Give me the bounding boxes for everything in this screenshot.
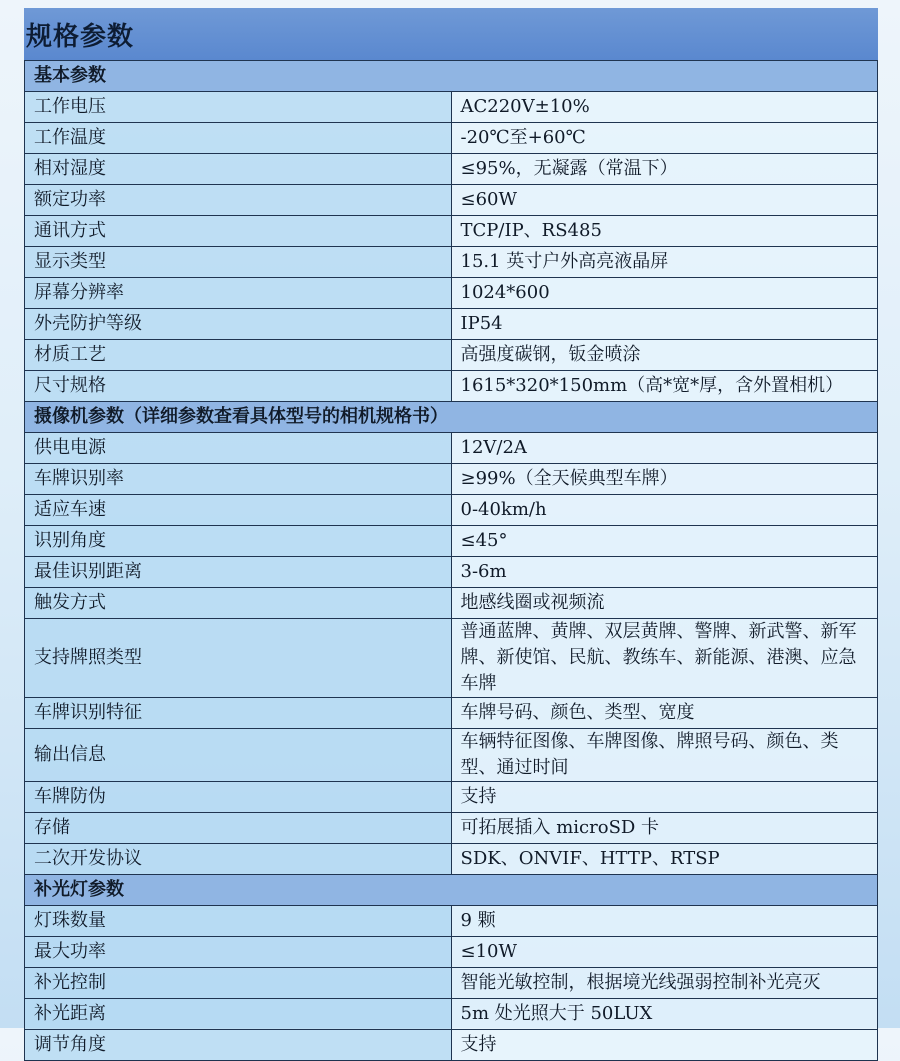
section-header-row <box>25 402 878 433</box>
spec-value: 车辆特征图像、车牌图像、牌照号码、颜色、类型、通过时间 <box>451 729 878 782</box>
spec-label: 输出信息 <box>25 729 452 782</box>
spec-value: 5m 处光照大于 50LUX <box>451 999 878 1030</box>
spec-sheet <box>24 8 878 1061</box>
spec-row <box>25 698 878 729</box>
page-title: 规格参数 <box>26 21 135 52</box>
spec-label: 支持牌照类型 <box>25 619 452 698</box>
spec-label: 材质工艺 <box>25 340 452 371</box>
spec-label: 屏幕分辨率 <box>25 278 452 309</box>
spec-label: 额定功率 <box>25 185 452 216</box>
spec-row <box>25 999 878 1030</box>
spec-label: 适应车速 <box>25 495 452 526</box>
spec-value: ≥99%（全天候典型车牌） <box>451 464 878 495</box>
section-header: 基本参数 <box>25 61 878 92</box>
spec-row <box>25 557 878 588</box>
spec-label: 二次开发协议 <box>25 844 452 875</box>
section-header: 摄像机参数（详细参数查看具体型号的相机规格书） <box>25 402 878 433</box>
spec-label: 补光距离 <box>25 999 452 1030</box>
spec-value: 普通蓝牌、黄牌、双层黄牌、警牌、新武警、新军牌、新使馆、民航、教练车、新能源、港澳、应急车牌 <box>451 619 878 698</box>
spec-row <box>25 464 878 495</box>
spec-label: 触发方式 <box>25 588 452 619</box>
spec-value: 智能光敏控制，根据境光线强弱控制补光亮灭 <box>451 968 878 999</box>
spec-value: ≤95%，无凝露（常温下） <box>451 154 878 185</box>
spec-value: 0-40km/h <box>451 495 878 526</box>
spec-value: 车牌号码、颜色、类型、宽度 <box>451 698 878 729</box>
spec-label: 外壳防护等级 <box>25 309 452 340</box>
spec-row <box>25 619 878 698</box>
spec-label: 工作电压 <box>25 92 452 123</box>
spec-row <box>25 154 878 185</box>
spec-row <box>25 906 878 937</box>
spec-row <box>25 495 878 526</box>
spec-label: 存储 <box>25 813 452 844</box>
spec-value: -20℃至+60℃ <box>451 123 878 154</box>
spec-row <box>25 729 878 782</box>
spec-label: 工作温度 <box>25 123 452 154</box>
spec-value: 3-6m <box>451 557 878 588</box>
spec-value: IP54 <box>451 309 878 340</box>
spec-row <box>25 844 878 875</box>
spec-value: 高强度碳钢，钣金喷涂 <box>451 340 878 371</box>
spec-row <box>25 937 878 968</box>
spec-label: 补光控制 <box>25 968 452 999</box>
spec-value: 地感线圈或视频流 <box>451 588 878 619</box>
spec-value: AC220V±10% <box>451 92 878 123</box>
spec-value: 可拓展插入 microSD 卡 <box>451 813 878 844</box>
spec-value: 15.1 英寸户外高亮液晶屏 <box>451 247 878 278</box>
spec-row <box>25 92 878 123</box>
spec-row <box>25 185 878 216</box>
spec-label: 通讯方式 <box>25 216 452 247</box>
spec-value: 1615*320*150mm（高*宽*厚，含外置相机） <box>451 371 878 402</box>
spec-label: 识别角度 <box>25 526 452 557</box>
spec-row <box>25 309 878 340</box>
spec-row <box>25 247 878 278</box>
spec-row <box>25 340 878 371</box>
spec-row <box>25 278 878 309</box>
spec-value: TCP/IP、RS485 <box>451 216 878 247</box>
spec-row <box>25 1030 878 1061</box>
spec-label: 车牌防伪 <box>25 782 452 813</box>
spec-label: 灯珠数量 <box>25 906 452 937</box>
spec-row <box>25 123 878 154</box>
spec-row <box>25 588 878 619</box>
spec-label: 车牌识别率 <box>25 464 452 495</box>
spec-value: SDK、ONVIF、HTTP、RTSP <box>451 844 878 875</box>
spec-table <box>24 60 878 1061</box>
spec-row <box>25 526 878 557</box>
spec-label: 尺寸规格 <box>25 371 452 402</box>
title-bar <box>24 8 878 60</box>
spec-label: 车牌识别特征 <box>25 698 452 729</box>
spec-value: ≤45° <box>451 526 878 557</box>
spec-value: ≤10W <box>451 937 878 968</box>
spec-row <box>25 216 878 247</box>
spec-label: 最大功率 <box>25 937 452 968</box>
spec-label: 最佳识别距离 <box>25 557 452 588</box>
spec-label: 供电电源 <box>25 433 452 464</box>
spec-value: 支持 <box>451 1030 878 1061</box>
spec-row <box>25 782 878 813</box>
spec-value: 9 颗 <box>451 906 878 937</box>
spec-value: ≤60W <box>451 185 878 216</box>
section-header-row <box>25 875 878 906</box>
spec-label: 调节角度 <box>25 1030 452 1061</box>
spec-row <box>25 813 878 844</box>
spec-row <box>25 433 878 464</box>
spec-label: 显示类型 <box>25 247 452 278</box>
section-header: 补光灯参数 <box>25 875 878 906</box>
spec-row <box>25 968 878 999</box>
spec-value: 支持 <box>451 782 878 813</box>
spec-row <box>25 371 878 402</box>
section-header-row <box>25 61 878 92</box>
spec-label: 相对湿度 <box>25 154 452 185</box>
spec-value: 1024*600 <box>451 278 878 309</box>
spec-value: 12V/2A <box>451 433 878 464</box>
